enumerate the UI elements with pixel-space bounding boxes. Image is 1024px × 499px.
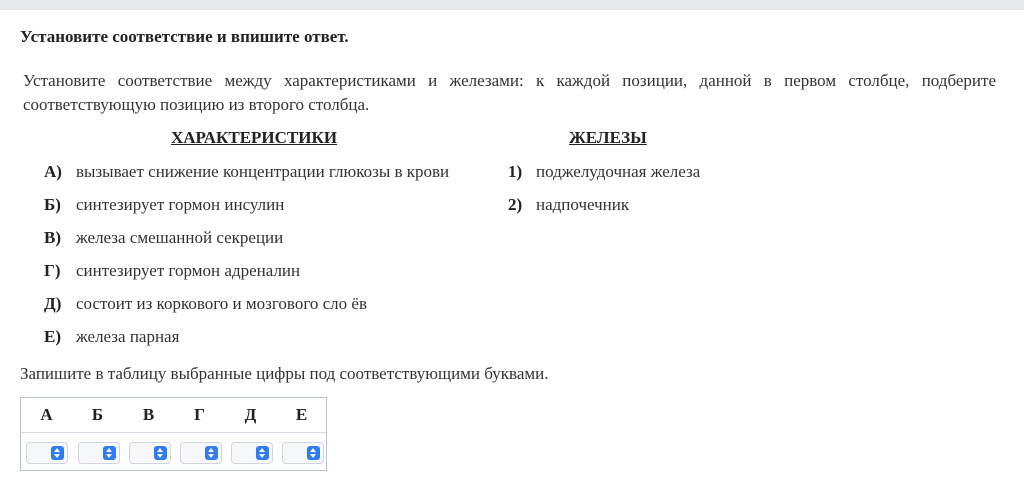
answer-column-header: Г: [194, 405, 205, 424]
item-letter: Г): [44, 261, 61, 280]
answer-select-v[interactable]: [129, 442, 171, 464]
answer-instruction: Запишите в таблицу выбранные цифры под соответствующими буквами.: [20, 364, 549, 383]
item-letter: А): [44, 162, 62, 181]
task-heading: Установите соответствие и впишите ответ.: [20, 27, 349, 46]
select-stepper-icon: [154, 446, 167, 460]
item-text: поджелудочная железа: [536, 162, 701, 181]
answer-table-header: [21, 398, 326, 433]
select-stepper-icon: [205, 446, 218, 460]
item-text: надпочечник: [536, 195, 630, 214]
characteristics-column-title: ХАРАКТЕРИСТИКИ: [171, 128, 338, 147]
item-letter: Е): [44, 327, 61, 346]
answer-select-d[interactable]: [231, 442, 273, 464]
answer-select-b[interactable]: [78, 442, 120, 464]
item-text: железа смешанной секреции: [76, 228, 284, 247]
task-intro: Установите соответствие между характеристиками и железами: к каждой позиции, данной в первом столбце, подберите соответствующую позицию из второго столбца.: [23, 71, 996, 114]
item-text: железа парная: [76, 327, 180, 346]
item-text: синтезирует гормон инсулин: [76, 195, 285, 214]
item-text: состоит из коркового и мозгового сло ёв: [76, 294, 367, 313]
answer-select-g[interactable]: [180, 442, 222, 464]
top-bar: [0, 0, 1024, 10]
answer-column-header: А: [40, 405, 53, 424]
answer-column-header: Б: [91, 405, 104, 424]
item-text: вызывает снижение концентрации глюкозы в крови: [76, 162, 450, 181]
item-number: 1): [508, 162, 523, 181]
select-stepper-icon: [307, 446, 320, 460]
item-number: 2): [508, 195, 523, 214]
glands-column-title: ЖЕЛЕЗЫ: [569, 128, 647, 147]
item-letter: Д): [44, 294, 62, 313]
answer-column-header: В: [142, 405, 155, 424]
select-stepper-icon: [103, 446, 116, 460]
answer-column-header: Е: [295, 405, 308, 424]
select-stepper-icon: [256, 446, 269, 460]
item-letter: В): [44, 228, 61, 247]
answer-select-e[interactable]: [282, 442, 324, 464]
answer-column-header: Д: [244, 405, 257, 424]
item-text: синтезирует гормон адреналин: [76, 261, 301, 280]
answer-select-a[interactable]: [26, 442, 68, 464]
select-stepper-icon: [51, 446, 64, 460]
answer-table: [20, 397, 327, 471]
item-letter: Б): [44, 195, 61, 214]
